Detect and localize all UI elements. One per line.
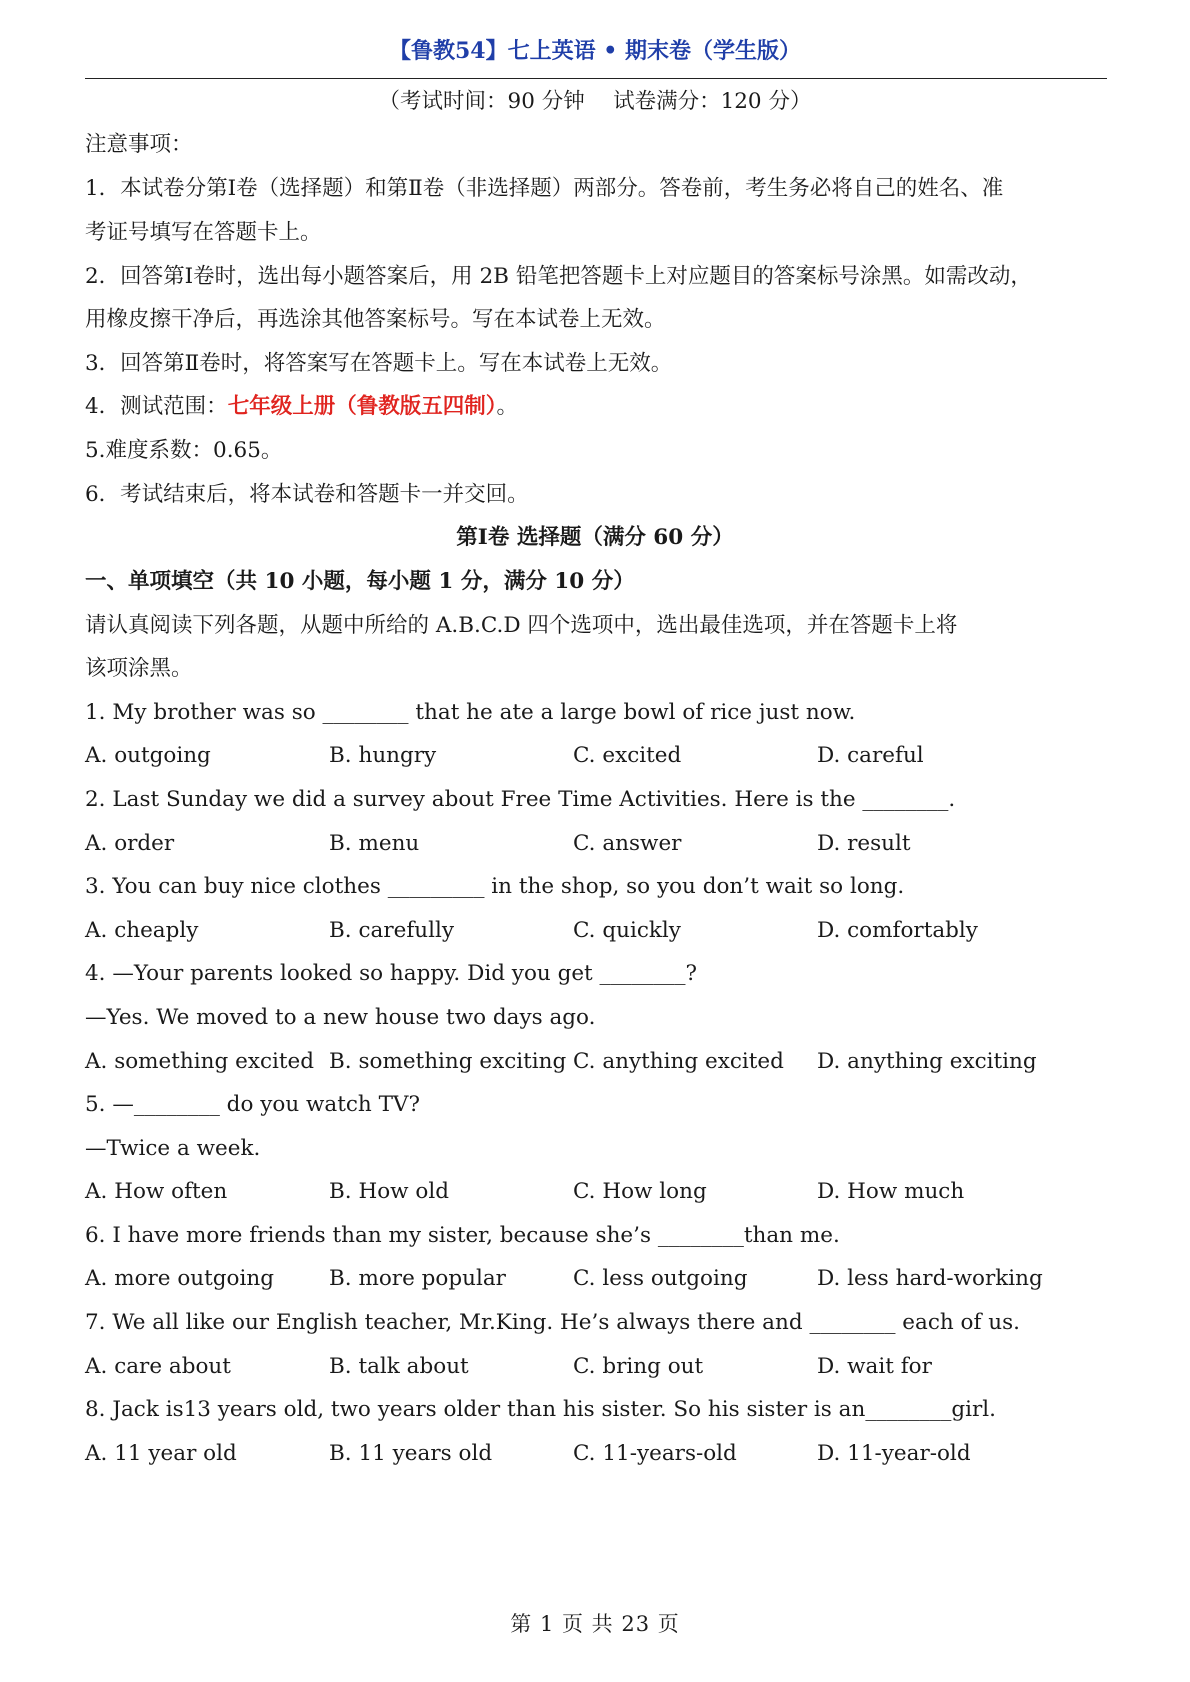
option-c: C. less outgoing — [573, 1266, 748, 1291]
option-b: B. hungry — [329, 743, 437, 768]
option-c: C. How long — [573, 1179, 707, 1204]
question-options — [85, 916, 1107, 946]
option-a: A. cheaply — [85, 918, 199, 943]
page-header-title: 【鲁教54】七上英语 • 期末卷（学生版） — [389, 38, 801, 64]
option-a: A. 11 year old — [85, 1441, 237, 1466]
page-number-footer: 第 1 页 共 23 页 — [510, 1612, 680, 1636]
section1-title: 一、单项填空（共 10 小题，每小题 1 分，满分 10 分） — [85, 569, 635, 594]
option-a: A. outgoing — [85, 743, 211, 768]
option-d: D. 11-year-old — [817, 1441, 971, 1466]
question-options — [85, 741, 1107, 771]
question-options — [85, 1047, 1107, 1077]
question-stem: —Yes. We moved to a new house two days ago. — [85, 1005, 596, 1030]
option-a: A. something excited — [85, 1049, 314, 1074]
question-stem: 4. —Your parents looked so happy. Did you get ________? — [85, 961, 698, 986]
question-stem: 6. I have more friends than my sister, because she’s ________than me. — [85, 1223, 840, 1248]
option-b: B. menu — [329, 831, 420, 856]
note-scope-highlight: 七年级上册（鲁教版五四制） — [227, 394, 497, 419]
question-options — [85, 1439, 1107, 1469]
question-options — [85, 1177, 1107, 1207]
header-divider — [85, 78, 1107, 79]
option-d: D. How much — [817, 1179, 965, 1204]
question-stem: 1. My brother was so ________ that he ate a large bowl of rice just now. — [85, 700, 856, 725]
question-stem: 3. You can buy nice clothes _________ in the shop, so you don’t wait so long. — [85, 874, 905, 899]
part1-title: 第Ⅰ卷 选择题（满分 60 分） — [456, 525, 734, 550]
option-c: C. answer — [573, 831, 682, 856]
option-a: A. order — [85, 831, 175, 856]
option-c: C. quickly — [573, 918, 681, 943]
option-c: C. excited — [573, 743, 682, 768]
note-line: 2．回答第Ⅰ卷时，选出每小题答案后，用 2B 铅笔把答题卡上对应题目的答案标号涂黑。如需改动， — [85, 264, 1032, 289]
question-stem: 2. Last Sunday we did a survey about Free Time Activities. Here is the ________. — [85, 787, 956, 812]
option-b: B. carefully — [329, 918, 455, 943]
option-b: B. How old — [329, 1179, 449, 1204]
option-d: D. less hard-working — [817, 1266, 1043, 1291]
question-stem: —Twice a week. — [85, 1136, 261, 1161]
note-line: 用橡皮擦干净后，再选涂其他答案标号。写在本试卷上无效。 — [85, 307, 666, 332]
note-difficulty: 5.难度系数：0.65。 — [85, 438, 283, 463]
option-c: C. 11-years-old — [573, 1441, 737, 1466]
option-c: C. bring out — [573, 1354, 704, 1379]
option-b: B. talk about — [329, 1354, 469, 1379]
option-b: B. 11 years old — [329, 1441, 493, 1466]
notes-heading: 注意事项： — [85, 132, 193, 157]
note-line: 3．回答第Ⅱ卷时，将答案写在答题卡上。写在本试卷上无效。 — [85, 351, 673, 376]
section1-instructions: 请认真阅读下列各题，从题中所给的 A.B.C.D 四个选项中，选出最佳选项，并在答题卡上将 — [85, 613, 958, 638]
option-d: D. result — [817, 831, 911, 856]
section1-instructions: 该项涂黑。 — [85, 656, 193, 681]
option-a: A. more outgoing — [85, 1266, 274, 1291]
option-d: D. anything exciting — [817, 1049, 1037, 1074]
note-scope — [85, 392, 1107, 422]
question-options — [85, 1264, 1107, 1294]
question-options — [85, 1352, 1107, 1382]
option-d: D. comfortably — [817, 918, 978, 943]
exam-info: （考试时间：90 分钟 试卷满分：120 分） — [378, 89, 812, 114]
note-line: 考证号填写在答题卡上。 — [85, 220, 322, 245]
question-stem: 5. —________ do you watch TV? — [85, 1092, 420, 1117]
option-a: A. care about — [85, 1354, 231, 1379]
note-line: 1．本试卷分第Ⅰ卷（选择题）和第Ⅱ卷（非选择题）两部分。答卷前，考生务必将自己的姓名、准 — [85, 176, 1004, 201]
note-line: 6．考试结束后，将本试卷和答题卡一并交回。 — [85, 482, 529, 507]
question-options — [85, 829, 1107, 859]
option-d: D. careful — [817, 743, 924, 768]
option-d: D. wait for — [817, 1354, 932, 1379]
option-b: B. something exciting — [329, 1049, 567, 1074]
option-a: A. How often — [85, 1179, 228, 1204]
option-c: C. anything excited — [573, 1049, 784, 1074]
option-b: B. more popular — [329, 1266, 506, 1291]
note-scope-prefix: 4．测试范围： — [85, 394, 228, 419]
note-scope-suffix: 。 — [496, 394, 518, 419]
question-stem: 8. Jack is13 years old, two years older than his sister. So his sister is an________girl. — [85, 1397, 996, 1422]
question-stem: 7. We all like our English teacher, Mr.King. He’s always there and ________ each of us. — [85, 1310, 1020, 1335]
